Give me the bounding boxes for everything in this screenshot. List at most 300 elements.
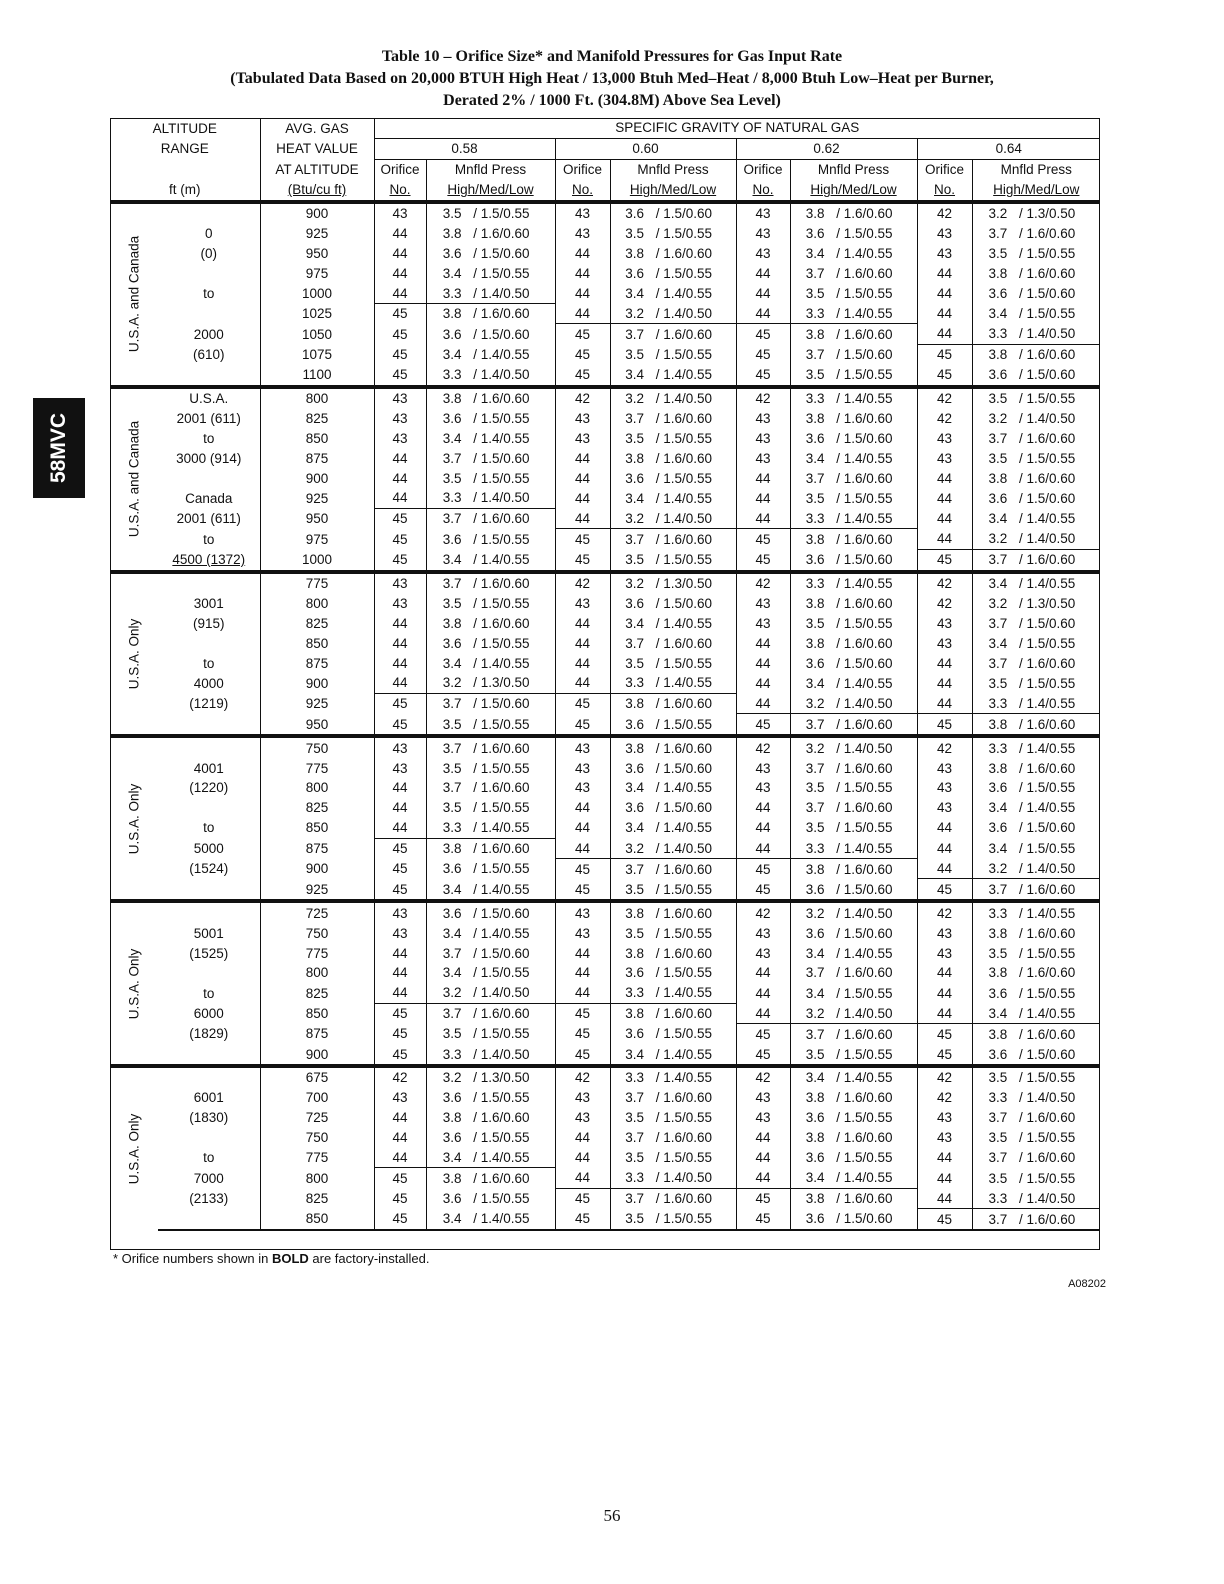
pressure-high: 3.8 bbox=[988, 965, 1008, 981]
pressure-high: 3.3 bbox=[442, 367, 462, 383]
manifold-pressure bbox=[972, 943, 1100, 963]
pressure-med: / 1.5 bbox=[1019, 391, 1046, 407]
table-row bbox=[110, 736, 1100, 758]
heat-value: 825 bbox=[260, 798, 374, 818]
pressure-high: 3.7 bbox=[625, 1130, 645, 1146]
pressure-med: / 1.4 bbox=[655, 1170, 683, 1186]
pressure-med: / 1.4 bbox=[1019, 576, 1046, 592]
orifice-number: 43 bbox=[555, 223, 610, 243]
orifice-number: 42 bbox=[917, 1066, 972, 1088]
manifold-pressure bbox=[426, 633, 555, 653]
pressure-med: / 1.5 bbox=[836, 225, 863, 241]
orifice-number: 44 bbox=[374, 1108, 426, 1128]
pressure-med: / 1.6 bbox=[473, 740, 500, 756]
manifold-pressure bbox=[610, 283, 736, 303]
pressure-low: /0.60 bbox=[862, 595, 893, 611]
pressure-high: 3.7 bbox=[988, 881, 1008, 897]
pressure-low: /0.55 bbox=[1045, 450, 1076, 466]
table-row bbox=[110, 613, 1100, 633]
manifold-pressure bbox=[790, 1088, 917, 1108]
manifold-pressure bbox=[426, 879, 555, 901]
pressure-high: 3.6 bbox=[988, 985, 1008, 1001]
pressure-med: / 1.5 bbox=[655, 655, 683, 671]
heat-value: 1075 bbox=[260, 344, 374, 364]
pressure-high: 3.7 bbox=[442, 450, 462, 466]
pressure-high: 3.5 bbox=[625, 1150, 645, 1166]
pressure-high: 3.7 bbox=[442, 1006, 462, 1022]
manifold-pressure bbox=[610, 324, 736, 344]
manifold-pressure bbox=[426, 428, 555, 448]
table-row bbox=[110, 1044, 1100, 1066]
pressure-low: /0.55 bbox=[499, 206, 530, 221]
table-body bbox=[110, 202, 1100, 1231]
orifice-number: 43 bbox=[736, 1088, 790, 1108]
table-row bbox=[110, 488, 1100, 508]
pressure-med: / 1.4 bbox=[836, 391, 863, 407]
pressure-high: 3.3 bbox=[988, 905, 1008, 921]
pressure-med: / 1.6 bbox=[473, 1110, 500, 1126]
pressure-high: 3.8 bbox=[805, 595, 825, 611]
manifold-pressure bbox=[972, 202, 1100, 224]
orifice-number: 44 bbox=[917, 324, 972, 344]
region-label-text: U.S.A. Only bbox=[126, 948, 142, 1019]
pressure-high: 3.6 bbox=[442, 905, 462, 921]
orifice-number: 45 bbox=[736, 1209, 790, 1230]
orifice-number: 45 bbox=[736, 1044, 790, 1066]
manifold-pressure bbox=[426, 1088, 555, 1108]
manifold-pressure bbox=[426, 304, 555, 324]
pressure-high: 3.5 bbox=[988, 391, 1008, 407]
manifold-pressure bbox=[426, 283, 555, 303]
pressure-high: 3.6 bbox=[805, 1211, 825, 1227]
orifice-number: 43 bbox=[736, 408, 790, 428]
pressure-med: / 1.5 bbox=[473, 800, 500, 816]
pressure-med: / 1.5 bbox=[1019, 285, 1046, 301]
orifice-number: 44 bbox=[736, 1148, 790, 1168]
orifice-number: 44 bbox=[374, 963, 426, 983]
manifold-pressure bbox=[972, 529, 1100, 549]
altitude-label: 4000 bbox=[193, 675, 224, 691]
orifice-number: 43 bbox=[736, 223, 790, 243]
pressure-low: /0.60 bbox=[1045, 1211, 1076, 1227]
orifice-number: 45 bbox=[374, 549, 426, 571]
pressure-med: / 1.6 bbox=[836, 760, 863, 776]
table-row bbox=[110, 324, 1100, 344]
pressure-low: /0.55 bbox=[682, 881, 713, 897]
orifice-number: 43 bbox=[555, 901, 610, 923]
pressure-med: / 1.4 bbox=[473, 881, 500, 897]
heat-value: 800 bbox=[260, 963, 374, 983]
pressure-high: 3.3 bbox=[805, 510, 825, 526]
orifice-number: 44 bbox=[555, 1168, 610, 1188]
pressure-low: /0.60 bbox=[499, 905, 530, 921]
pressure-high: 3.7 bbox=[805, 760, 825, 776]
orifice-number: 42 bbox=[917, 387, 972, 409]
pressure-low: /0.50 bbox=[1045, 326, 1076, 342]
altitude-label: (1219) bbox=[189, 696, 229, 712]
manifold-pressure bbox=[610, 304, 736, 324]
pressure-low: /0.60 bbox=[862, 206, 893, 221]
orifice-number: 42 bbox=[374, 1066, 426, 1088]
altitude-label bbox=[158, 263, 260, 283]
manifold-pressure bbox=[610, 468, 736, 488]
region-label bbox=[110, 387, 158, 572]
pressure-low: /0.50 bbox=[682, 840, 713, 856]
orifice-number: 45 bbox=[555, 1044, 610, 1066]
manifold-pressure bbox=[972, 1168, 1100, 1188]
title-line-2: (Tabulated Data Based on 20,000 BTUH High Heat / 13,000 Btuh Med–Heat / 8,000 Btuh Low–Heat per Burner, bbox=[230, 70, 994, 87]
orifice-number: 45 bbox=[917, 879, 972, 901]
pressure-med: / 1.4 bbox=[1019, 326, 1046, 342]
pressure-high: 3.8 bbox=[625, 245, 645, 261]
manifold-pressure bbox=[610, 408, 736, 428]
pressure-med: / 1.6 bbox=[836, 635, 863, 651]
orifice-number: 42 bbox=[736, 901, 790, 923]
heat-value: 850 bbox=[260, 818, 374, 838]
pressure-high: 3.7 bbox=[442, 945, 462, 961]
pressure-med: / 1.5 bbox=[836, 655, 863, 671]
orifice-number: 44 bbox=[555, 983, 610, 1003]
orifice-number: 44 bbox=[736, 673, 790, 693]
manifold-pressure bbox=[426, 901, 555, 923]
pressure-high: 3.5 bbox=[442, 595, 462, 611]
altitude-label: to bbox=[203, 430, 215, 446]
pressure-low: /0.55 bbox=[682, 655, 713, 671]
pressure-low: /0.60 bbox=[499, 450, 530, 466]
orifice-number: 45 bbox=[374, 529, 426, 549]
orifice-number: 45 bbox=[917, 714, 972, 736]
pressure-med: / 1.5 bbox=[655, 206, 683, 221]
pressure-med: / 1.4 bbox=[655, 840, 683, 856]
heat-value: 900 bbox=[260, 1044, 374, 1066]
press-header-levels: High/Med/Low bbox=[790, 180, 917, 202]
manifold-pressure bbox=[972, 408, 1100, 428]
pressure-med: / 1.5 bbox=[473, 531, 500, 547]
orifice-table bbox=[110, 118, 1100, 1231]
manifold-pressure bbox=[972, 448, 1100, 468]
pressure-low: /0.60 bbox=[862, 881, 893, 897]
pressure-low: /0.60 bbox=[499, 391, 530, 407]
table-row bbox=[110, 758, 1100, 778]
pressure-low: /0.50 bbox=[499, 285, 530, 301]
pressure-low: /0.50 bbox=[499, 985, 530, 1001]
altitude-label: 2000 bbox=[193, 326, 224, 342]
pressure-low: /0.60 bbox=[682, 905, 713, 921]
gravity-0-60: 0.60 bbox=[555, 138, 736, 159]
pressure-high: 3.4 bbox=[442, 1149, 462, 1165]
pressure-low: /0.50 bbox=[1045, 410, 1076, 426]
pressure-high: 3.4 bbox=[625, 285, 645, 301]
pressure-med: / 1.5 bbox=[1019, 945, 1046, 961]
pressure-low: /0.55 bbox=[1045, 945, 1076, 961]
manifold-pressure bbox=[972, 549, 1100, 571]
altitude-header-4: ft (m) bbox=[169, 182, 201, 198]
manifold-pressure bbox=[972, 344, 1100, 364]
orifice-number: 44 bbox=[917, 263, 972, 283]
pressure-med: / 1.5 bbox=[836, 1211, 863, 1227]
pressure-low: /0.55 bbox=[862, 840, 893, 856]
pressure-high: 3.4 bbox=[625, 490, 645, 506]
heat-header-3: AT ALTITUDE bbox=[260, 159, 374, 179]
pressure-high: 3.5 bbox=[988, 450, 1008, 466]
pressure-high: 3.5 bbox=[805, 490, 825, 506]
manifold-pressure bbox=[790, 549, 917, 571]
pressure-low: /0.55 bbox=[862, 1046, 893, 1062]
orifice-number: 43 bbox=[555, 778, 610, 798]
pressure-med: / 1.4 bbox=[1019, 740, 1046, 756]
pressure-low: /0.60 bbox=[862, 925, 893, 941]
manifold-pressure bbox=[790, 859, 917, 879]
manifold-pressure bbox=[790, 1024, 917, 1044]
manifold-pressure bbox=[972, 428, 1100, 448]
orifice-number: 44 bbox=[374, 488, 426, 508]
table-row bbox=[110, 223, 1100, 243]
manifold-pressure bbox=[426, 963, 555, 983]
pressure-low: /0.50 bbox=[682, 305, 713, 321]
pressure-high: 3.3 bbox=[442, 285, 462, 301]
orifice-number: 43 bbox=[736, 202, 790, 224]
table-row bbox=[110, 1003, 1100, 1023]
orifice-number: 44 bbox=[917, 983, 972, 1003]
pressure-low: /0.60 bbox=[862, 470, 893, 486]
pressure-high: 3.7 bbox=[988, 1110, 1008, 1126]
orifice-number: 43 bbox=[374, 593, 426, 613]
pressure-high: 3.2 bbox=[805, 740, 825, 756]
manifold-pressure bbox=[610, 202, 736, 224]
manifold-pressure bbox=[972, 693, 1100, 713]
pressure-med: / 1.6 bbox=[1019, 347, 1046, 363]
pressure-med: / 1.5 bbox=[655, 716, 683, 732]
manifold-pressure bbox=[790, 653, 917, 673]
manifold-pressure bbox=[426, 243, 555, 263]
altitude-label bbox=[158, 879, 260, 901]
pressure-med: / 1.5 bbox=[473, 410, 500, 426]
manifold-pressure bbox=[972, 1209, 1100, 1230]
pressure-med: / 1.6 bbox=[836, 965, 863, 981]
manifold-pressure bbox=[426, 673, 555, 693]
orifice-number: 42 bbox=[555, 387, 610, 409]
orifice-number: 45 bbox=[374, 1168, 426, 1188]
orifice-number: 44 bbox=[555, 1148, 610, 1168]
pressure-med: / 1.5 bbox=[473, 326, 500, 342]
manifold-pressure bbox=[972, 673, 1100, 693]
manifold-pressure bbox=[790, 1003, 917, 1023]
orifice-number: 45 bbox=[555, 879, 610, 901]
pressure-low: /0.60 bbox=[499, 615, 530, 631]
pressure-med: / 1.4 bbox=[655, 615, 683, 631]
manifold-pressure bbox=[972, 283, 1100, 303]
pressure-low: /0.60 bbox=[1045, 430, 1076, 446]
header-row-1 bbox=[110, 118, 1100, 138]
pressure-med: / 1.4 bbox=[473, 655, 500, 671]
orifice-number: 43 bbox=[917, 1108, 972, 1128]
pressure-high: 3.8 bbox=[625, 740, 645, 756]
manifold-pressure bbox=[426, 488, 555, 508]
heat-value: 750 bbox=[260, 736, 374, 758]
manifold-pressure bbox=[790, 613, 917, 633]
pressure-low: /0.60 bbox=[862, 1191, 893, 1207]
manifold-pressure bbox=[972, 983, 1100, 1003]
pressure-low: /0.60 bbox=[1045, 1150, 1076, 1166]
manifold-pressure bbox=[610, 1003, 736, 1023]
orifice-number: 44 bbox=[555, 798, 610, 818]
pressure-high: 3.4 bbox=[988, 800, 1008, 816]
pressure-low: /0.60 bbox=[499, 326, 530, 342]
pressure-med: / 1.5 bbox=[836, 925, 863, 941]
pressure-low: /0.60 bbox=[1045, 367, 1076, 383]
pressure-high: 3.8 bbox=[988, 470, 1008, 486]
manifold-pressure bbox=[972, 963, 1100, 983]
pressure-high: 3.4 bbox=[988, 840, 1008, 856]
heat-value: 775 bbox=[260, 758, 374, 778]
pressure-high: 3.5 bbox=[805, 367, 825, 383]
press-header: Mnfld Press bbox=[426, 159, 555, 179]
pressure-low: /0.55 bbox=[862, 615, 893, 631]
orifice-number: 44 bbox=[374, 673, 426, 693]
pressure-high: 3.2 bbox=[442, 1070, 462, 1086]
heat-value: 825 bbox=[260, 983, 374, 1003]
altitude-label: to bbox=[203, 655, 215, 671]
pressure-med: / 1.6 bbox=[655, 696, 683, 712]
pressure-med: / 1.5 bbox=[473, 1090, 500, 1106]
manifold-pressure bbox=[972, 923, 1100, 943]
pressure-high: 3.2 bbox=[625, 510, 645, 526]
pressure-high: 3.7 bbox=[988, 430, 1008, 446]
heat-value: 950 bbox=[260, 714, 374, 736]
orifice-number: 44 bbox=[374, 223, 426, 243]
altitude-label bbox=[158, 963, 260, 983]
pressure-high: 3.8 bbox=[442, 391, 462, 407]
pressure-low: /0.55 bbox=[499, 861, 530, 877]
pressure-low: /0.55 bbox=[862, 305, 893, 321]
pressure-med: / 1.6 bbox=[836, 1026, 863, 1042]
orifice-number: 44 bbox=[374, 983, 426, 1003]
manifold-pressure bbox=[610, 778, 736, 798]
table-row bbox=[110, 365, 1100, 387]
pressure-med: / 1.5 bbox=[836, 490, 863, 506]
pressure-med: / 1.4 bbox=[655, 985, 683, 1001]
pressure-med: / 1.4 bbox=[1019, 410, 1046, 426]
manifold-pressure bbox=[972, 324, 1100, 344]
pressure-med: / 1.3 bbox=[473, 675, 500, 691]
gravity-0-62: 0.62 bbox=[736, 138, 917, 159]
region-label-text: U.S.A. and Canada bbox=[126, 420, 142, 538]
orifice-number: 42 bbox=[917, 593, 972, 613]
pressure-med: / 1.6 bbox=[836, 1130, 863, 1146]
heat-value: 925 bbox=[260, 879, 374, 901]
pressure-high: 3.6 bbox=[625, 265, 645, 281]
heat-value: 725 bbox=[260, 1108, 374, 1128]
pressure-high: 3.7 bbox=[805, 965, 825, 981]
pressure-med: / 1.5 bbox=[1019, 820, 1046, 836]
pressure-high: 3.6 bbox=[988, 490, 1008, 506]
pressure-low: /0.50 bbox=[499, 367, 530, 383]
manifold-pressure bbox=[972, 243, 1100, 263]
pressure-med: / 1.6 bbox=[836, 716, 863, 732]
pressure-low: /0.55 bbox=[1045, 635, 1076, 651]
pressure-high: 3.8 bbox=[442, 306, 462, 322]
table-row bbox=[110, 387, 1100, 409]
manifold-pressure bbox=[972, 223, 1100, 243]
pressure-high: 3.6 bbox=[805, 655, 825, 671]
orifice-number: 45 bbox=[555, 714, 610, 736]
pressure-med: / 1.6 bbox=[473, 306, 500, 322]
pressure-high: 3.4 bbox=[805, 450, 825, 466]
pressure-low: /0.55 bbox=[1045, 675, 1076, 691]
orifice-number: 43 bbox=[736, 778, 790, 798]
press-header: Mnfld Press bbox=[972, 159, 1100, 179]
pressure-low: /0.60 bbox=[1045, 347, 1076, 363]
pressure-med: / 1.6 bbox=[473, 391, 500, 407]
orifice-number: 44 bbox=[374, 448, 426, 468]
manifold-pressure bbox=[972, 1108, 1100, 1128]
pressure-high: 3.7 bbox=[988, 225, 1008, 241]
pressure-low: /0.55 bbox=[862, 285, 893, 301]
orifice-number: 43 bbox=[555, 408, 610, 428]
pressure-low: /0.60 bbox=[682, 245, 713, 261]
manifold-pressure bbox=[610, 223, 736, 243]
manifold-pressure bbox=[610, 1044, 736, 1066]
region-label-text: U.S.A. Only bbox=[126, 783, 142, 855]
pressure-high: 3.6 bbox=[988, 285, 1008, 301]
pressure-low: /0.55 bbox=[499, 595, 530, 611]
pressure-low: /0.55 bbox=[499, 1149, 530, 1165]
pressure-low: /0.55 bbox=[1045, 1170, 1076, 1186]
manifold-pressure bbox=[426, 1108, 555, 1128]
orifice-number: 44 bbox=[917, 1188, 972, 1208]
pressure-med: / 1.4 bbox=[473, 1211, 500, 1227]
manifold-pressure bbox=[790, 963, 917, 983]
pressure-med: / 1.3 bbox=[1019, 206, 1046, 221]
altitude-label: (2133) bbox=[189, 1191, 229, 1206]
orifice-number: 45 bbox=[374, 304, 426, 324]
pressure-med: / 1.6 bbox=[836, 1090, 863, 1106]
pressure-med: / 1.5 bbox=[1019, 1046, 1046, 1062]
pressure-high: 3.8 bbox=[625, 945, 645, 961]
pressure-low: /0.60 bbox=[682, 696, 713, 712]
table-row bbox=[110, 549, 1100, 571]
manifold-pressure bbox=[426, 983, 555, 1003]
pressure-med: / 1.6 bbox=[1019, 225, 1046, 241]
manifold-pressure bbox=[610, 365, 736, 387]
orifice-number: 43 bbox=[374, 923, 426, 943]
heat-value: 750 bbox=[260, 1128, 374, 1148]
pressure-low: /0.55 bbox=[499, 410, 530, 426]
pressure-high: 3.6 bbox=[625, 965, 645, 981]
manifold-pressure bbox=[610, 838, 736, 858]
pressure-high: 3.3 bbox=[805, 576, 825, 592]
pressure-low: /0.60 bbox=[862, 1130, 893, 1146]
altitude-label: U.S.A. bbox=[158, 387, 260, 409]
pressure-high: 3.3 bbox=[805, 391, 825, 407]
heat-value: 825 bbox=[260, 408, 374, 428]
table-row bbox=[110, 408, 1100, 428]
pressure-low: /0.60 bbox=[862, 1090, 893, 1106]
model-side-tab-label: 58MVC bbox=[47, 412, 70, 484]
table-row bbox=[110, 202, 1100, 224]
manifold-pressure bbox=[972, 468, 1100, 488]
pressure-med: / 1.5 bbox=[1019, 490, 1046, 506]
pressure-high: 3.6 bbox=[805, 551, 825, 567]
manifold-pressure bbox=[972, 633, 1100, 653]
footnote-text: * Orifice numbers shown in bbox=[113, 1251, 272, 1266]
orifice-number: 44 bbox=[736, 1168, 790, 1188]
orifice-number: 42 bbox=[736, 1066, 790, 1088]
orifice-number: 44 bbox=[374, 798, 426, 818]
altitude-label: 4001 bbox=[193, 760, 224, 776]
pressure-high: 3.5 bbox=[625, 225, 645, 241]
pressure-low: /0.55 bbox=[862, 1110, 893, 1126]
